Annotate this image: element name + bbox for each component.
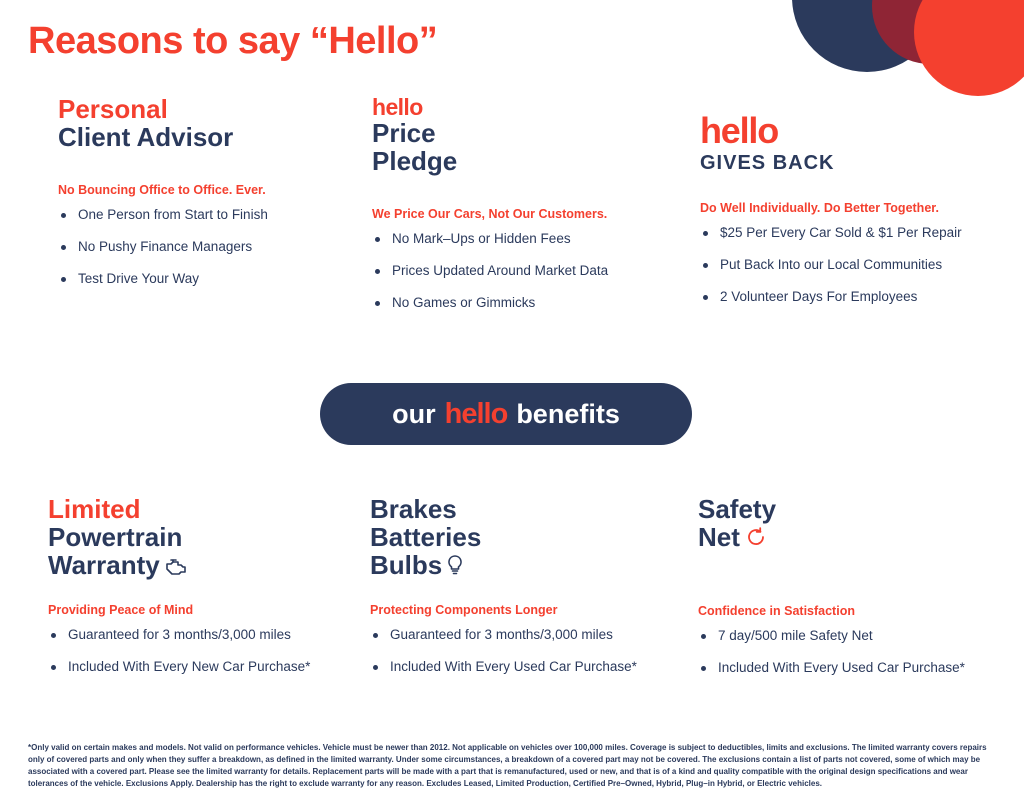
card-subtitle: Protecting Components Longer <box>370 603 558 618</box>
list-item: No Mark–Ups or Hidden Fees <box>372 231 682 248</box>
list-item: No Pushy Finance Managers <box>58 239 358 256</box>
card-title-line1: Safety <box>698 494 777 524</box>
lightbulb-icon <box>446 553 464 581</box>
card-bullet-list <box>370 627 680 676</box>
card-title-line2: Powertrain <box>48 522 183 553</box>
card-title <box>370 495 680 581</box>
card-title-line3: Bulbs <box>370 550 443 581</box>
benefit-card-safety-net <box>698 495 1008 691</box>
badge-text-post: benefits <box>516 398 620 429</box>
card-title-line2-wrap <box>698 523 1008 554</box>
circle-dark-red <box>872 0 988 64</box>
list-item: One Person from Start to Finish <box>58 207 358 224</box>
list-item: 7 day/500 mile Safety Net <box>698 628 1008 645</box>
badge-text-pre: our <box>392 398 436 429</box>
hello-brand-wordmark: hello <box>700 110 779 151</box>
benefit-card-price-pledge <box>372 95 682 327</box>
circle-red <box>914 0 1024 96</box>
circle-navy <box>792 0 942 72</box>
benefit-card-personal-client-advisor <box>58 95 358 303</box>
card-title <box>698 495 1008 554</box>
benefit-card-limited-powertrain-warranty <box>48 495 358 691</box>
card-subtitle: We Price Our Cars, Not Our Customers. <box>372 207 608 222</box>
card-title-line2: Net <box>698 522 740 553</box>
engine-icon <box>164 553 188 581</box>
benefit-card-hello-gives-back <box>700 95 1000 321</box>
card-title <box>48 495 358 581</box>
page-title: Reasons to say “Hello” <box>28 20 438 62</box>
list-item: 2 Volunteer Days For Employees <box>700 289 1000 306</box>
list-item: Included With Every Used Car Purchase* <box>370 659 680 676</box>
list-item: Guaranteed for 3 months/3,000 miles <box>48 627 358 644</box>
card-title-line2: Batteries <box>370 522 482 553</box>
card-title-line2: Pledge <box>372 146 458 177</box>
card-bullet-list <box>700 225 1000 306</box>
list-item: Put Back Into our Local Communities <box>700 257 1000 274</box>
our-hello-benefits-badge <box>320 383 692 445</box>
card-bullet-list <box>372 231 682 312</box>
card-title <box>372 95 682 175</box>
card-subtitle: Confidence in Satisfaction <box>698 603 855 618</box>
card-title-line3: Warranty <box>48 550 160 581</box>
list-item: No Games or Gimmicks <box>372 295 682 312</box>
list-item: $25 Per Every Car Sold & $1 Per Repair <box>700 225 1000 242</box>
card-title <box>700 110 1000 175</box>
hello-brand-wordmark: hello <box>372 94 423 120</box>
card-bullet-list <box>58 207 358 288</box>
card-title-line1: Limited <box>48 494 141 524</box>
card-subtitle: No Bouncing Office to Office. Ever. <box>58 183 266 198</box>
card-title-line3-wrap <box>370 551 680 581</box>
card-title-line1: GIVES BACK <box>700 152 835 174</box>
list-item: Prices Updated Around Market Data <box>372 263 682 280</box>
card-subtitle: Providing Peace of Mind <box>48 603 194 618</box>
hello-brand-wordmark: hello <box>444 397 508 430</box>
refresh-circle-icon <box>744 525 768 554</box>
card-bullet-list <box>698 628 1008 677</box>
card-title-line1: Price <box>372 118 436 149</box>
benefit-card-brakes-batteries-bulbs <box>370 495 680 691</box>
list-item: Test Drive Your Way <box>58 271 358 288</box>
list-item: Included With Every Used Car Purchase* <box>698 660 1008 677</box>
list-item: Included With Every New Car Purchase* <box>48 659 358 676</box>
card-title <box>58 95 358 151</box>
card-subtitle: Do Well Individually. Do Better Together. <box>700 201 939 215</box>
card-title-line1: Personal <box>58 94 168 124</box>
card-bullet-list <box>48 627 358 676</box>
legal-footnote: *Only valid on certain makes and models. Not valid on performance vehicles. Vehicle must be newer than 2012. Not applicable on vehicles over 100,000 miles. Coverage is subject to deductibles, limits and exclusions. The limited warranty covers repairs only of covered parts and only when they suffer a breakdown, as defined in the limited warranty. Under some circumstances, a breakdown of a covered part may not be covered. The exclusions contain a list of parts not covered, some of which may be associated with a covered part. Please see the limited warranty for details. Replacement parts will be made with a part that is remanufactured, used or new, and that is of a kind and quality compatible with the original design specifications and wear tolerances of the vehicle. Exclusions Apply. Dealership has the right to exclude warranty for any reason. Excludes Leased, Limited Production, Certified Pre–Owned, Hybrid, Plug–in Hybrid, or Electric vehicles. <box>28 743 987 788</box>
list-item: Guaranteed for 3 months/3,000 miles <box>370 627 680 644</box>
card-title-line3-wrap <box>48 551 358 581</box>
card-title-line2: Client Advisor <box>58 122 234 153</box>
card-title-line1: Brakes <box>370 494 457 524</box>
